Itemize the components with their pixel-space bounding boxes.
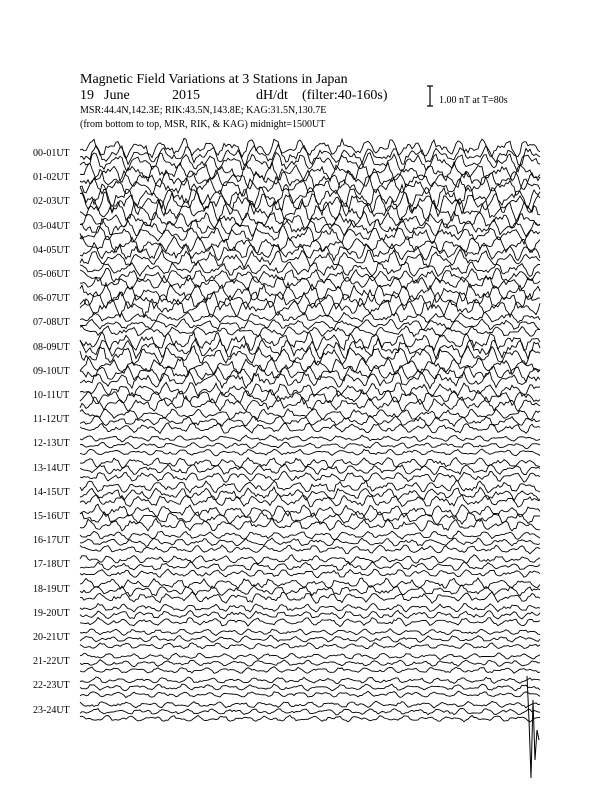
hour-label: 05-06UT	[33, 269, 70, 280]
trace-msr	[80, 715, 540, 722]
scale-label: 1.00 nT at T=80s	[439, 95, 508, 106]
trace-msr	[80, 494, 540, 507]
midnight-note: midnight=1500UT	[250, 119, 326, 130]
trace-rik	[80, 442, 540, 449]
trace-kag	[80, 578, 540, 589]
hour-label: 04-05UT	[33, 244, 70, 256]
hour-label: 06-07UT	[33, 293, 70, 305]
trace-rik	[80, 268, 540, 283]
trace-msr	[80, 250, 540, 269]
hour-label: 15-16UT	[33, 511, 70, 522]
trace-rik	[80, 243, 540, 261]
trace-msr	[80, 346, 540, 365]
trace-spike	[527, 676, 539, 778]
hour-label: 22-23UT	[33, 680, 70, 692]
trace-msr	[80, 592, 540, 603]
hour-label: 00-01UT	[33, 148, 70, 159]
hour-label: 20-21UT	[33, 632, 70, 643]
trace-kag	[80, 701, 540, 708]
scale-bar-line	[427, 86, 433, 106]
hour-label: 08-09UT	[33, 341, 70, 353]
date-day: 19	[80, 88, 94, 103]
traces	[80, 138, 540, 778]
order-note: (from bottom to top, MSR, RIK, & KAG)	[80, 119, 248, 130]
trace-kag	[80, 480, 540, 492]
hour-label: 23-24UT	[33, 704, 70, 716]
date-year: 2015	[172, 88, 200, 103]
trace-kag	[80, 409, 540, 420]
hour-label: 10-11UT	[33, 390, 70, 401]
hour-label: 02-03UT	[33, 196, 70, 208]
trace-msr	[80, 226, 540, 244]
trace-msr	[80, 518, 540, 531]
trace-rik	[80, 611, 540, 619]
trace-msr	[80, 545, 540, 554]
trace-msr	[80, 643, 540, 649]
trace-rik	[80, 562, 540, 571]
trace-kag	[80, 261, 540, 276]
hour-label: 19-20UT	[33, 607, 70, 619]
trace-kag	[80, 653, 540, 660]
hour-label: 16-17UT	[33, 535, 70, 547]
hour-label: 21-22UT	[33, 656, 70, 668]
trace-msr	[80, 618, 540, 627]
trace-kag	[80, 531, 540, 540]
trace-rik	[80, 660, 540, 667]
trace-msr	[80, 396, 540, 412]
chart-title: Magnetic Field Variations at 3 Stations in Japan	[80, 72, 348, 87]
hour-label: 18-19UT	[33, 583, 70, 595]
trace-kag	[80, 629, 540, 636]
hour-label: 01-02UT	[33, 172, 70, 184]
trace-rik	[80, 684, 540, 691]
trace-kag	[80, 236, 540, 253]
stations-line: MSR:44.4N,142.3E; RIK:43.5N,143.8E; KAG:31.5N,130.7E	[80, 105, 327, 116]
trace-msr	[80, 199, 540, 222]
trace-rik	[80, 390, 540, 405]
trace-rik	[80, 709, 540, 715]
trace-msr	[80, 569, 540, 578]
trace-kag	[80, 184, 540, 209]
trace-kag	[80, 435, 540, 442]
scale-bar	[427, 86, 433, 106]
hour-label: 11-12UT	[33, 414, 70, 426]
trace-rik	[80, 636, 540, 643]
trace-msr	[80, 667, 540, 674]
hour-label: 12-13UT	[33, 438, 70, 450]
trace-rik	[80, 415, 540, 426]
trace-kag	[80, 458, 540, 469]
hour-label: 13-14UT	[33, 462, 70, 474]
hour-label: 07-08UT	[33, 317, 70, 329]
filter-label: (filter:40-160s)	[302, 88, 388, 103]
trace-msr	[80, 471, 540, 482]
trace-msr	[80, 691, 540, 697]
trace-kag	[80, 677, 540, 684]
trace-kag	[80, 604, 540, 613]
date-month: June	[104, 88, 130, 103]
hour-label: 09-10UT	[33, 365, 70, 377]
trace-kag	[80, 312, 540, 323]
hour-label: 14-15UT	[33, 486, 70, 498]
trace-msr	[80, 449, 540, 456]
trace-rik	[80, 538, 540, 547]
quantity-label: dH/dt	[256, 88, 288, 103]
trace-kag	[80, 555, 540, 564]
hour-label: 03-04UT	[33, 220, 70, 232]
hour-label: 17-18UT	[33, 559, 70, 571]
